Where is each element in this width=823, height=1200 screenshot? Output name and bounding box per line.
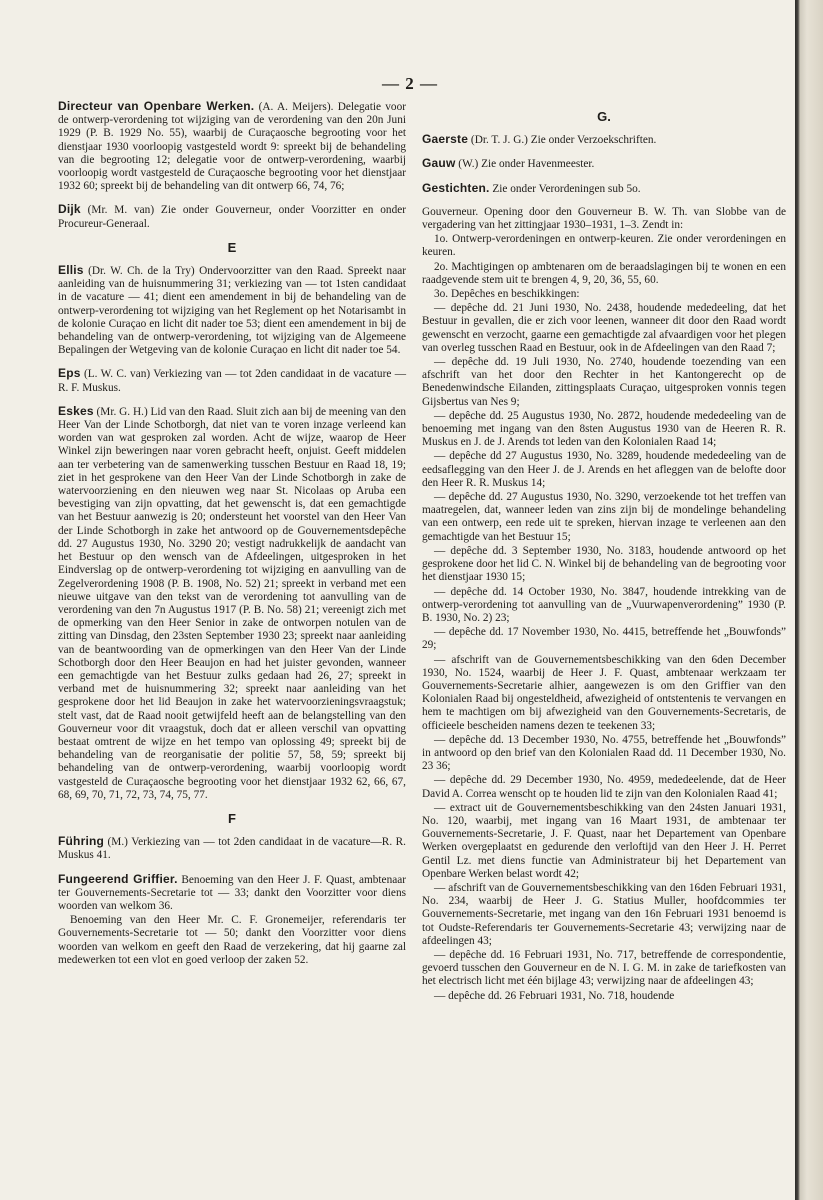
entry-head: Gaerste [422, 132, 469, 147]
entry-head: Gouverneur. [422, 205, 479, 218]
entry-eps [58, 367, 406, 394]
entry-eskes [58, 405, 406, 802]
entry-head: Gauw [422, 156, 456, 171]
entry-text: Benoeming van den Heer J. F. Quast, ambtenaar ter Gouvernements-Secretarie tot — 33; dankt den Voorzitter voor diens woorden van welkom 36. [58, 873, 407, 912]
depeche-item: — depêche dd. 26 Februari 1931, No. 718, houdende [434, 989, 675, 1002]
entry-text: (Dr. W. Ch. de la Try) Ondervoorzitter van den Raad. Spreekt naar aanleiding van de huisnummering 31; verkiezing van — tot 1sten candidaat in de vacature — 41; dient een amendement in bij de behandeling van de ontwerp-verordening tot wijziging van het Reglement op het Notarisambt in de kolonie Curaçao en licht dit nader toe 53; dient een amendement in bij de behandeling van de ontwerp-verordening, tot wijziging van de Algemeene Bepalingen der Wetgeving van de kolonie Curaçao en licht dit nader toe 54. [58, 265, 406, 357]
depeche-item: — depêche dd. 19 Juli 1930, No. 2740, houdende toezending van een afschrift van het door den Rechter in het Kantongerecht op de Benedenwindsche Eilanden, zittingsplaats Curaçao, uitgesproken vonnis tegen Gijsbertus van Nes 9; [422, 356, 786, 408]
depeche-item: — depêche dd. 29 December 1930, No. 4959, mededeelende, dat de Heer David A. Correa wenscht op te houden lid te zijn van den Kolonialen Raad 41; [422, 774, 786, 800]
list-item: 3o. Depêches en beschikkingen: [434, 288, 580, 301]
entry-gouverneur [422, 206, 786, 232]
section-letter-g: G. [597, 109, 611, 124]
list-item: 1o. Ontwerp-verordeningen en ontwerp-keuren. Zie onder verordeningen en keuren. [422, 233, 786, 259]
entry-text: (M.) Verkiezing van — tot 2den candidaat in de vacature—R. R. Muskus 41. [58, 836, 406, 862]
entry-head: Ellis [58, 263, 84, 278]
depeche-item: — depêche dd. 27 Augustus 1930, No. 3290, verzoekende tot het treffen van maatregelen, dat, wanneer leden van zins zijn bij de mondelinge behandeling van een ontwerp, een rede uit te spreken, hiervan inzage te verleenen aan den gemachtigde van het Bestuur 15; [422, 491, 786, 543]
entry-gauw [422, 157, 786, 171]
depeche-item: — depêche dd. 21 Juni 1930, No. 2438, houdende mededeeling, dat het Bestuur in gevallen, die er zich voor leenen, wanneer dit door den Raad wordt gewenscht en verzocht, gaarne een gemachtigde zal afvaardigen voor het plegen van overleg tusschen Raad en Bestuur, ook in de Afdeelingen van den Raad 7; [422, 302, 786, 354]
entry-text: (A. A. Meijers). Delegatie voor de ontwerp-verordening tot wijziging van de verordening van den 20n Juni 1929 (P. B. 1929 No. 55), waarbij de Curaçaosche begrooting voor het dienstjaar 1930 voorloopig vastgesteld wordt 9: spreekt bij de behandeling van die begrooting 12; delegatie voor de ontwerp-verordening, waarbij voorloopig wordt vastgesteld de Curaçaosche begrooting voor het dienstjaar 1932 60; spreekt bij de behandeling van dit ontwerp 66, 74, 76; [58, 101, 406, 193]
right-column [422, 100, 786, 1004]
entry-head: Directeur van Openbare Werken. [58, 99, 255, 113]
adjacent-page-edge [795, 0, 823, 1200]
entry-head: Gestichten. [422, 180, 490, 195]
list-item: 2o. Machtigingen op ambtenaren om de beraadslagingen bij te wonen en een raadgevende stem uit te brengen 4, 9, 20, 36, 55, 60. [422, 260, 786, 286]
depeche-item: — afschrift van de Gouvernementsbeschikking van den 6den December 1930, No. 1524, waarbij de Heer J. F. Quast, ambtenaar werkzaam ter Gouvernements-Secretarie alhier, aangewezen is om den Griffier van den Kolonialen Raad bij ongesteldheid, afwezigheid of ontstentenis te vervangen en hem te machtigen om bij afwezigheid van den Gouvernements-Secretaris, de officieele bescheiden namens dezen te teekenen 33; [422, 653, 786, 732]
depeche-item: — afschrift van de Gouvernementsbeschikking van den 16den Februari 1931, No. 234, waarbij de Heer J. G. Statius Muller, hoofdcommies ter Gouvernements-Secretarie, met ingang van den 16n Februari 1931 benoemd is tot Oudste-Referendaris ter Gouvernements-Secretarie 43; verwijzing naar de afdeelingen 43; [422, 881, 786, 947]
entry-head: Eskes [58, 403, 94, 418]
entry-text: (Mr. G. H.) Lid van den Raad. Sluit zich aan bij de meening van den Heer Van der Linde Schotborgh, dat niet van te voren inzage verleend kan worden van wat gesproken zal worden. Acht de wijze, waarop de Heer Winkel zijn beweringen naar voren gebracht heeft, onjuist. Geeft middelen aan ter verbetering van de samenwerking tusschen Bestuur en Raad 18, 19; ziet in het gesprokene van den Heer Van der Linde Schotborgh in zake de watervoorziening en den nieuwen weg naar St. Nicolaas op Aruba een bevestiging van zijn opvatting, dat het gewenscht is, dat een gemachtigde van het Bestuur aanwezig is 20; ondersteunt het voorstel van den Heer Van der Linde Schotborgh in zake het antwoord op de Gouvernementsdepêche dd. 27 Augustus 1930, No. 3290 20; vestigt nadrukkelijk de aandacht van het Bestuur op den wensch van de Afdeelingen, uitgesproken in het Eindverslag op de ontwerp-verordening tot wijziging en aanvulling van de Zegelverordening 1908 (P. B. 1908, No. 52) 21; spreekt in verband met een nieuwe uitgave van den tekst van de verordening tot aanvulling van de verordening van den 7n Augustus 1917 (P. B. No. 58) 21; vereenigt zich met de opmerking van den Heer Senior in zake de ontworpen notulen van de zitting van Dinsdag, den 23sten September 1930 23; spreekt naar aanleiding van de beantwoording van de opmerkingen van den Heer Van der Linde Schotborgh door den Heer Beaujon en had het juister gevonden, wanneer een gemachtigde van het Bestuur zulks gedaan had 26, 27; spreekt in verband met de huisnummering 32; spreekt naar aanleiding van het gesprokene door het lid Beaujon in zake het watervoorzieningsvraagstuk; stelt vast, dat de Raad nooit getwijfeld heeft aan de belangstelling van den Gouverneur voor dit vraagstuk, doch dat er alleen verschil van opvatting bestaat omtrent de wijze en het tempo van oplossing 49; spreekt bij de behandeling van de reorganisatie der politie 57, 58, 59; spreekt bij behandeling van de ontwerp-verordening, waarbij voorloopig wordt vastgesteld de Curaçaosche begrooting voor het dienstjaar 1932 62, 66, 67, 68, 69, 70, 71, 72, 73, 74, 75, 77. [58, 405, 406, 801]
entry-ellis [58, 264, 406, 357]
section-letter-f: F [228, 810, 236, 826]
entry-griffier-continued: Benoeming van den Heer Mr. C. F. Gronemeijer, referendaris ter Gouvernements-Secretarie tot — 50; dankt den Voorzitter voor diens woorden van welkom en geeft den Raad de verzekering, dat hij gaarne zal medewerken tot een vlot en goed verloop der zaken 52. [58, 914, 406, 966]
entry-text: (W.) Zie onder Havenmeester. [455, 158, 595, 171]
entry-fuhring [58, 835, 406, 862]
depeche-item: — depêche dd. 13 December 1930, No. 4755, betreffende het „Bouwfonds” in antwoord op den brief van den Kolonialen Raad dd. 11 December 1930, No. 23 36; [422, 733, 786, 773]
page-number: — 2 — [382, 74, 438, 93]
depeche-item: — depêche dd. 16 Februari 1931, No. 717, betreffende de correspondentie, gevoerd tusschen den Gouverneur en de N. I. G. M. in zake de tariefkosten van het electrisch licht met één bijlage 43; verwijzing naar de afdeelingen 43; [422, 948, 786, 988]
entry-head: Dijk [58, 202, 81, 217]
entry-gestichten [422, 182, 786, 196]
entry-head: Führing [58, 834, 105, 849]
depeche-item: — depêche dd. 14 October 1930, No. 3847, houdende intrekking van de ontwerp-verordening tot aanvulling van de „Vuurwapenverordening” 1930 (P. B. 1930, No. 2) 23; [422, 585, 786, 624]
entry-text: (L. W. C. van) Verkiezing van — tot 2den candidaat in de vacature — R. F. Muskus. [58, 368, 406, 394]
entry-dijk [58, 203, 406, 230]
entry-head: Fungeerend Griffier. [58, 871, 178, 886]
section-letter-e: E [227, 239, 237, 255]
entry-text: Opening door den Gouverneur B. W. Th. van Slobbe van de vergadering van het zittingjaar 1930–1931, 1–3. Zendt in: [422, 205, 786, 232]
entry-directeur [58, 100, 406, 193]
entry-text: (Mr. M. van) Zie onder Gouverneur, onder Voorzitter en onder Procureur-Generaal. [58, 204, 406, 230]
entry-gaerste [422, 133, 786, 147]
left-column [58, 100, 406, 968]
depeche-item: — depêche dd. 25 Augustus 1930, No. 2872, houdende mededeeling van de benoeming met ingang van den 8sten Augustus 1930 van de Heeren R. R. Muskus en J. de J. Arends tot leden van den Kolonialen Raad 14; [422, 409, 786, 449]
entry-text: (Dr. T. J. G.) Zie onder Verzoekschriften. [468, 134, 657, 147]
depeche-item: — depêche dd. 17 November 1930, No. 4415, betreffende het „Bouwfonds” 29; [422, 626, 786, 652]
entry-text: Zie onder Verordeningen sub 5o. [489, 182, 641, 195]
depeche-item: — depêche dd 27 Augustus 1930, No. 3289, houdende mededeeling van de eedsaflegging van den Heer J. de J. Arends en het afleggen van de belofte door den Heer R. R. Muskus 14; [422, 450, 786, 489]
entry-griffier [58, 873, 406, 914]
depeche-item: — depêche dd. 3 September 1930, No. 3183, houdende antwoord op het gesprokene door het lid C. N. Winkel bij de behandeling van de begrooting voor het dienstjaar 1930 15; [422, 544, 786, 584]
entry-head: Eps [58, 366, 81, 381]
depeche-item: — extract uit de Gouvernementsbeschikking van den 24sten Januari 1931, No. 120, waarbij, met ingang van 16 Maart 1931, de ambtenaar ter Gouvernements-Secretarie, J. F. Quast, naar het Departement van Openbare Werken overgeplaatst en gedurende den verloftijd van den Heer J. H. Perret Gentil Lz. met diens functie van Administrateur bij het Departement van Openbare Werken belast wordt 42; [422, 801, 786, 880]
